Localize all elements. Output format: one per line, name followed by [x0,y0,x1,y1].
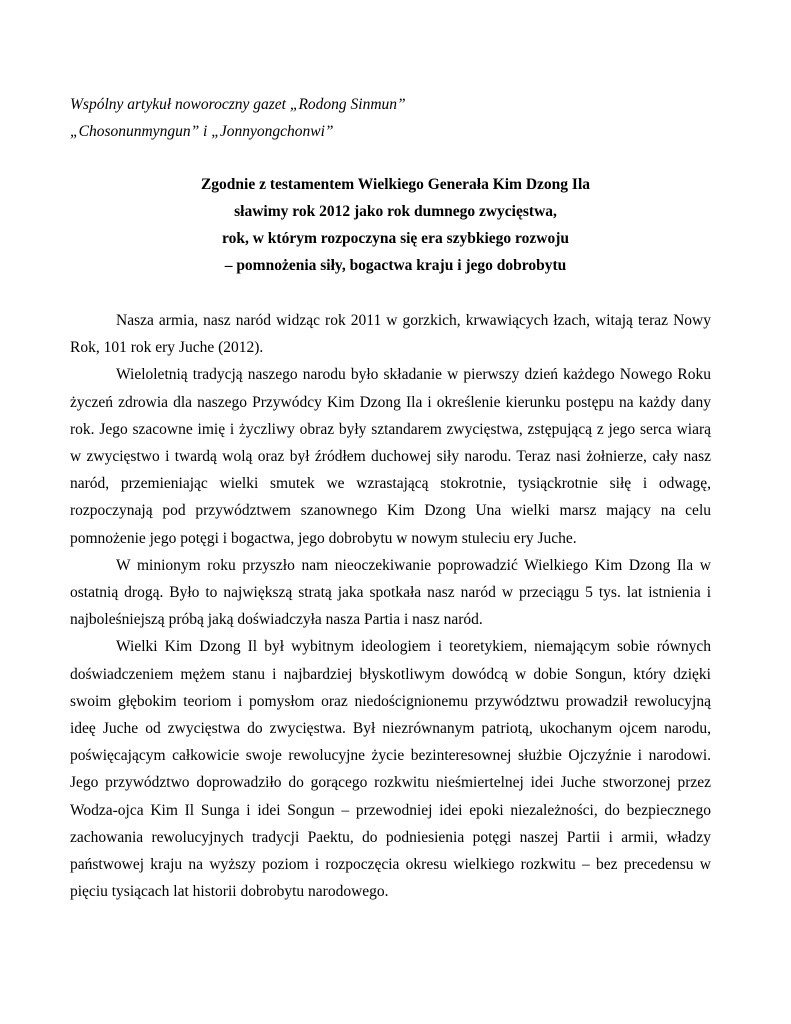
header-line-1: Wspólny artykuł noworoczny gazet „Rodong Sinmun” [70,96,406,113]
title-line-3: rok, w którym rozpoczyna się era szybkiego rozwoju [222,230,569,247]
body-paragraph: W minionym roku przyszło nam nieoczekiwanie poprowadzić Wielkiego Kim Dzong Ila w ostatnią drogą. Było to największą stratą jaka spotkała nasz naród w przeciągu 5 tys. lat istnienia i najboleśniejszą próbą jaką doświadczyła nasza Partia i nasz naród. [70,556,711,629]
article-source-header [70,91,406,145]
title-line-4: – pomnożenia siły, bogactwa kraju i jego dobrobytu [224,257,567,274]
title-line-2: sławimy rok 2012 jako rok dumnego zwycięstwa, [234,203,557,220]
body-paragraph: Nasza armia, nasz naród widząc rok 2011 w gorzkich, krwawiących łzach, witają teraz Nowy Rok, 101 rok ery Juche (2012). [70,312,711,357]
body-paragraph: Wielki Kim Dzong Il był wybitnym ideologiem i teoretykiem, niemającym sobie równych doświadczeniem mężem stanu i najbardziej błyskotliwym dowódcą w dobie Songun, który dzięki swoim głębokim teoriom i pomysłom oraz niedoścignionemu przywództwu prowadził rewolucyjną ideę Juche od zwycięstwa do zwycięstwa. Był niezrównanym patriotą, ukochanym ojcem narodu, poświęcającym całkowicie swoje rewolucyjne życie bezinteresownej służbie Ojczyźnie i narodowi. Jego przywództwo doprowadziło do gorącego rozkwitu nieśmiertelnej idei Juche stworzonej przez Wodza-ojca Kim Il Sunga i idei Songun – przewodniej idei epoki niezależności, do bezpiecznego zachowania rewolucyjnych tradycji Paektu, do podniesienia potęgi naszej Partii i armii, władzy państwowej kraju na wyższy poziom i rozpoczęcia okresu wielkiego rozkwitu – bez precedensu w pięciu tysiącach lat historii dobrobytu narodowego. [70,638,711,901]
article-title [70,171,721,279]
body-paragraph: Wieloletnią tradycją naszego narodu było składanie w pierwszy dzień każdego Nowego Roku życzeń zdrowia dla naszego Przywódcy Kim Dzong Ila i określenie kierunku postępu na każdy dany rok. Jego szacowne imię i życzliwy obraz były sztandarem zwycięstwa, zstępującą z jego serca wiarą w zwycięstwo i twardą wolą oraz był źródłem duchowej siły narodu. Teraz nasi żołnierze, cały nasz naród, przemieniając wielki smutek we wzrastającą stokrotnie, tysiąckrotnie siłę i odwagę, rozpoczynają pod przywództwem szanownego Kim Dzong Una wielki marsz mający na celu pomnożenie jego potęgi i bogactwa, jego dobrobytu w nowym stuleciu ery Juche. [70,366,711,547]
title-line-1: Zgodnie z testamentem Wielkiego Generała Kim Dzong Ila [200,176,591,193]
article-body [70,307,711,905]
header-line-2: „Chosonunmyngun” i „Jonnyongchonwi” [70,123,334,140]
